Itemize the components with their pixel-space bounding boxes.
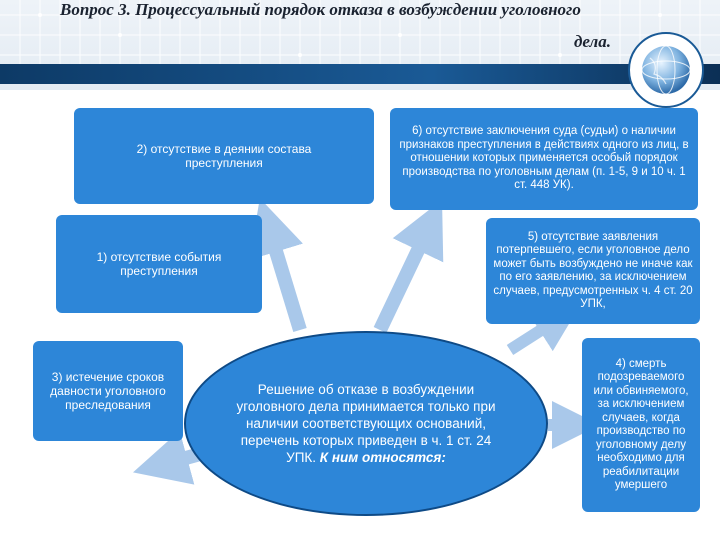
box-5-no-victim-statement: 5) отсутствие заявления потерпевшего, если уголовное дело может быть возбуждено не иначе как по его заявлению, за исключением случаев, предусмотренных ч. 4 ст. 20 УПК,: [486, 218, 700, 324]
center-emphasis: К ним относятся:: [319, 450, 446, 465]
box-3-statute-of-limitations: 3) истечение сроков давности уголовного преследования: [33, 341, 183, 441]
center-oval-decision: [184, 331, 548, 516]
box-1-no-crime-event: 1) отсутствие события преступления: [56, 215, 262, 313]
box-4-death-of-suspect: 4) смерть подозреваемого или обвиняемого, за исключением случаев, когда производство по уголовному делу необходимо для реабилитации умершего: [582, 338, 700, 512]
slide-title-line1: Вопрос 3. Процессуальный порядок отказа в возбуждении уголовного: [60, 0, 581, 19]
arrow-to-box6: [380, 225, 430, 330]
center-text: Решение об отказе в возбуждении уголовного дела принимается только при наличии соответствующих оснований, перечень которых приведен в ч. 1 ст. 24 УПК.: [236, 382, 496, 465]
box-2-no-corpus-delicti: 2) отсутствие в деянии состава преступления: [74, 108, 374, 204]
box-6-no-court-conclusion: 6) отсутствие заключения суда (судьи) о наличии признаков преступления в действиях одного из лиц, в отношении которых применяется особый порядок производства по уголовным делам (п. 1-5, 9 и 10 ч. 1 ст. 448 УК).: [390, 108, 698, 210]
slide-title-line2: дела.: [574, 32, 612, 51]
arrow-to-box1: [268, 225, 300, 330]
